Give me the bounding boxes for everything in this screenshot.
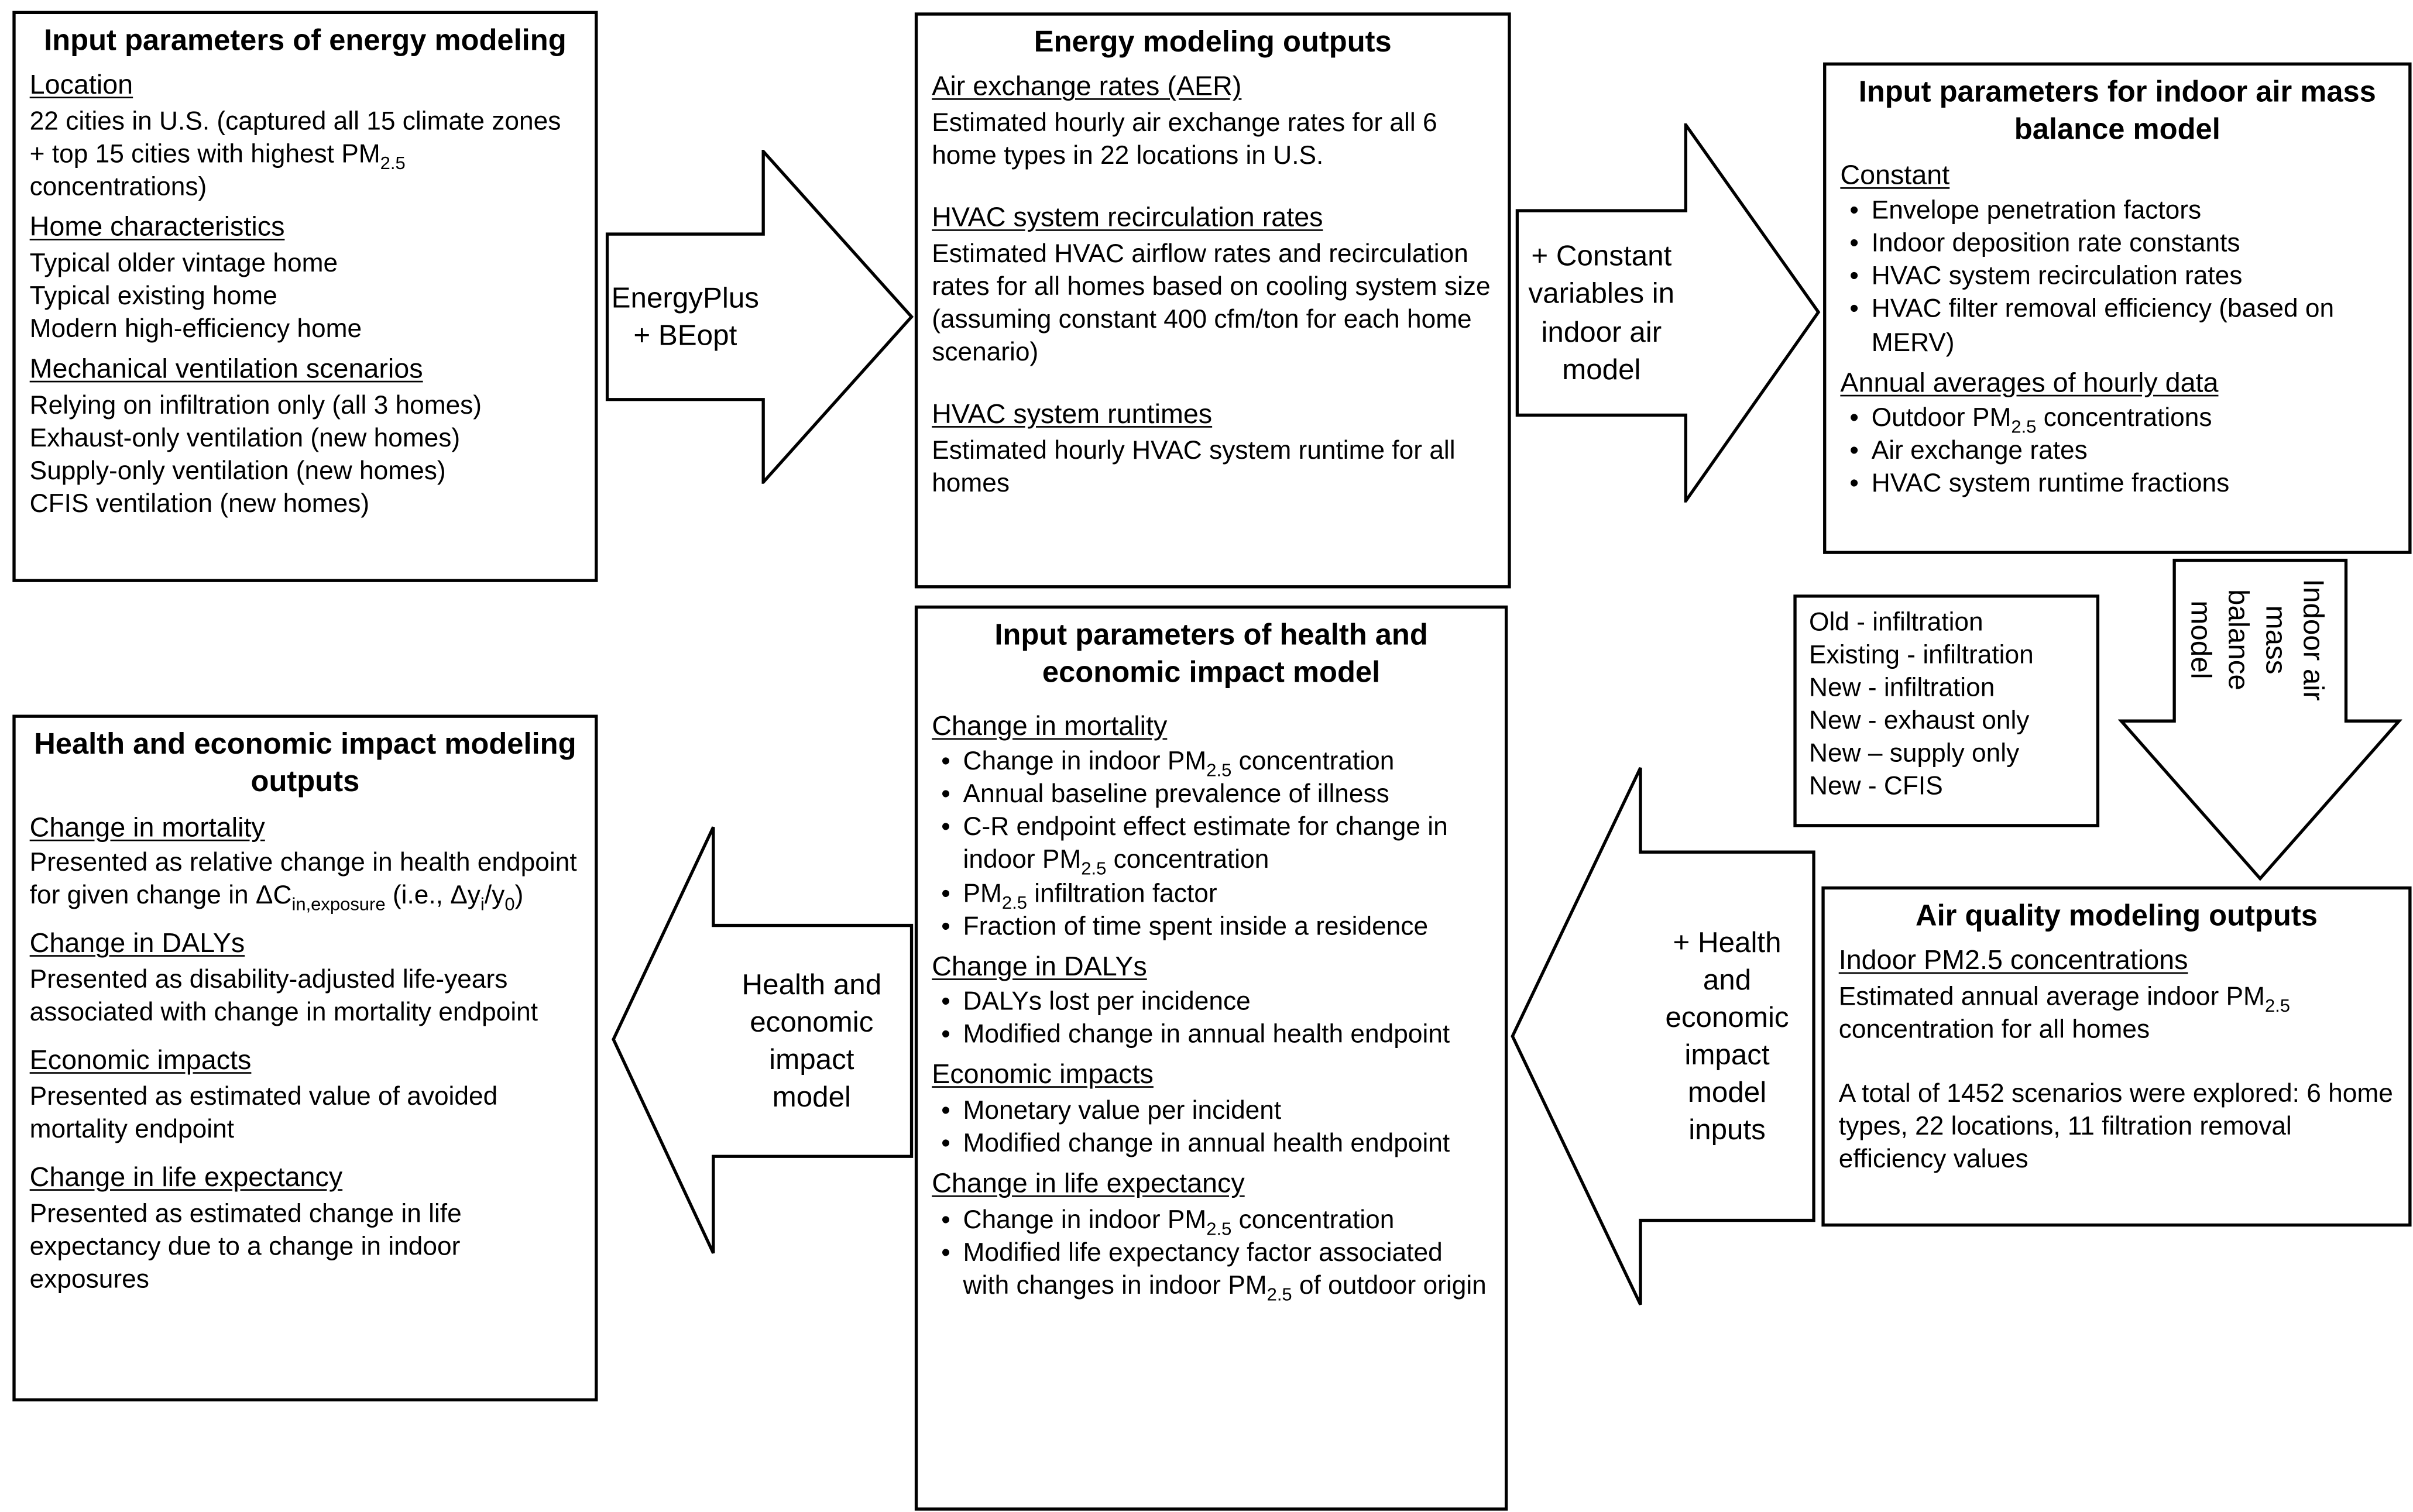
bullet-item: • Modified life expectancy factor associated with changes in indoor $PM_{2.5}$ of outdoor origin bbox=[932, 1236, 1491, 1301]
bullet-item: • Fraction of time spent inside a residence bbox=[932, 909, 1491, 942]
box-energy-input-parameters bbox=[12, 11, 598, 582]
section-heading-economic: Economic impacts bbox=[29, 1044, 252, 1075]
box-title: Input parameters of health and economic impact model bbox=[994, 619, 1428, 690]
box-title: Energy modeling outputs bbox=[1034, 26, 1392, 60]
arrow-energyplus-label: EnergyPlus + BEopt bbox=[611, 280, 759, 352]
arrow-health-economic-model bbox=[610, 824, 915, 1256]
text-line: Typical existing home bbox=[29, 280, 277, 311]
bullet-item: • Outdoor $PM_{2.5}$ concentrations bbox=[1840, 401, 2394, 434]
box-energy-modeling-outputs bbox=[915, 12, 1511, 588]
section-heading-mortality: Change in mortality bbox=[932, 709, 1168, 741]
bullet-item: • DALYs lost per incidence bbox=[932, 985, 1491, 1018]
box-title: Input parameters for indoor air mass balance model bbox=[1858, 76, 2376, 147]
bullet-item: • Annual baseline prevalence of illness bbox=[932, 778, 1491, 810]
section-heading-dalys: Change in DALYs bbox=[29, 927, 245, 959]
scenario-count-note: A total of 1452 scenarios were explored: 6 home types, 22 locations, 11 filtration removal efficiency values bbox=[1838, 1078, 2393, 1174]
bullet-item: • HVAC system recirculation rates bbox=[1840, 260, 2394, 293]
arrow-mass-balance-model-label: Indoor air mass balance model bbox=[2185, 579, 2331, 701]
scenario-line: New - CFIS bbox=[1809, 771, 1943, 802]
text-line: Presented as disability-adjusted life-years associated with change in mortality endpoint bbox=[29, 964, 538, 1028]
bullet-item: • Envelope penetration factors bbox=[1840, 194, 2394, 226]
box-title: Input parameters of energy modeling bbox=[44, 25, 567, 58]
text-line: Estimated hourly HVAC system runtime for all homes bbox=[932, 434, 1456, 497]
arrow-health-model-inputs-label: + Health and economic impact model inputs bbox=[1665, 925, 1789, 1146]
arrow-constant-variables-label: + Constant variables in indoor air model bbox=[1528, 239, 1675, 385]
text-line: Typical older vintage home bbox=[29, 248, 338, 278]
box-title: Air quality modeling outputs bbox=[1915, 900, 2318, 933]
text-line: Supply-only ventilation (new homes) bbox=[29, 455, 446, 485]
scenario-line: Existing - infiltration bbox=[1809, 640, 2034, 670]
bullet-item: • $PM_{2.5}$ infiltration factor bbox=[932, 877, 1491, 909]
arrow-health-economic-model-label: Health and economic impact model bbox=[742, 967, 882, 1113]
box-health-input-parameters bbox=[915, 606, 1508, 1511]
section-heading-constant: Constant bbox=[1840, 159, 1950, 190]
text-line: Estimated HVAC airflow rates and recirculation rates for all homes based on cooling system size (assuming constant 400 cfm/ton for each home scenario) bbox=[932, 238, 1491, 367]
arrow-health-model-inputs bbox=[1509, 765, 1817, 1308]
bullet-item: • HVAC filter removal efficiency (based on MERV) bbox=[1840, 293, 2394, 358]
arrow-energyplus-beopt bbox=[606, 150, 915, 484]
text-line: Presented as estimated value of avoided mortality endpoint bbox=[29, 1081, 498, 1144]
bullet-item: • Modified change in annual health endpoint bbox=[932, 1018, 1491, 1051]
text-line: Presented as estimated change in life expectancy due to a change in indoor exposures bbox=[29, 1197, 462, 1293]
text-line: CFIS ventilation (new homes) bbox=[29, 488, 370, 518]
bullet-item: • Modified change in annual health endpoint bbox=[932, 1127, 1491, 1160]
text-line: Estimated annual average indoor $PM_{2.5}$ concentration for all homes bbox=[1838, 981, 2290, 1044]
text-line: Modern high-efficiency home bbox=[29, 313, 362, 343]
section-heading-annual-averages: Annual averages of hourly data bbox=[1840, 366, 2219, 397]
scenario-line: New - infiltration bbox=[1809, 672, 1995, 703]
scenario-line: Old - infiltration bbox=[1809, 607, 1983, 637]
section-heading-aer: Air exchange rates (AER) bbox=[932, 70, 1242, 102]
scenario-line: New – supply only bbox=[1809, 738, 2020, 768]
bullet-item: • Change in indoor $PM_{2.5}$ concentration bbox=[932, 1203, 1491, 1236]
section-heading-location: Location bbox=[29, 69, 133, 101]
bullet-item: • Change in indoor $PM_{2.5}$ concentration bbox=[932, 745, 1491, 778]
bullet-item: • Air exchange rates bbox=[1840, 434, 2394, 467]
section-heading-home-characteristics: Home characteristics bbox=[29, 211, 285, 242]
bullet-item: • HVAC system runtime fractions bbox=[1840, 467, 2394, 500]
box-health-modeling-outputs bbox=[12, 714, 598, 1401]
section-heading-life-expectancy: Change in life expectancy bbox=[29, 1160, 343, 1193]
text-line: Relying on infiltration only (all 3 homes) bbox=[29, 389, 482, 420]
section-heading-mortality: Change in mortality bbox=[29, 810, 265, 843]
box-title: Health and economic impact modeling outputs bbox=[34, 728, 576, 800]
text-line: 22 cities in U.S. (captured all 15 climate zones + top 15 cities with highest $PM_{2.5}$ concentrations) bbox=[29, 106, 561, 202]
section-heading-dalys: Change in DALYs bbox=[932, 950, 1147, 981]
box-scenario-list bbox=[1793, 595, 2099, 827]
section-heading-runtimes: HVAC system runtimes bbox=[932, 397, 1213, 429]
section-heading-economic: Economic impacts bbox=[932, 1059, 1154, 1090]
bullet-item: • Monetary value per incident bbox=[932, 1094, 1491, 1127]
section-heading-recirculation: HVAC system recirculation rates bbox=[932, 201, 1323, 233]
section-heading-ventilation-scenarios: Mechanical ventilation scenarios bbox=[29, 352, 423, 384]
text-line: Presented as relative change in health endpoint for given change in $\Delta C_{in,exposure}$ (i.e., $\Delta y_i/y_0$) bbox=[29, 847, 577, 916]
box-mass-balance-input-parameters bbox=[1823, 63, 2411, 554]
arrow-mass-balance-model bbox=[2118, 559, 2402, 882]
text-line: Exhaust-only ventilation (new homes) bbox=[29, 422, 461, 452]
section-heading-indoor-pm25: Indoor PM2.5 concentrations bbox=[1838, 944, 2188, 976]
scenario-line: New - exhaust only bbox=[1809, 705, 2030, 736]
section-heading-life-expectancy: Change in life expectancy bbox=[932, 1167, 1245, 1199]
box-air-quality-outputs bbox=[1821, 886, 2411, 1226]
text-line: Estimated hourly air exchange rates for all 6 home types in 22 locations in U.S. bbox=[932, 107, 1437, 170]
bullet-item: • C-R endpoint effect estimate for change in indoor $PM_{2.5}$ concentration bbox=[932, 810, 1491, 876]
arrow-constant-variables bbox=[1516, 123, 1822, 503]
bullet-item: • Indoor deposition rate constants bbox=[1840, 227, 2394, 260]
